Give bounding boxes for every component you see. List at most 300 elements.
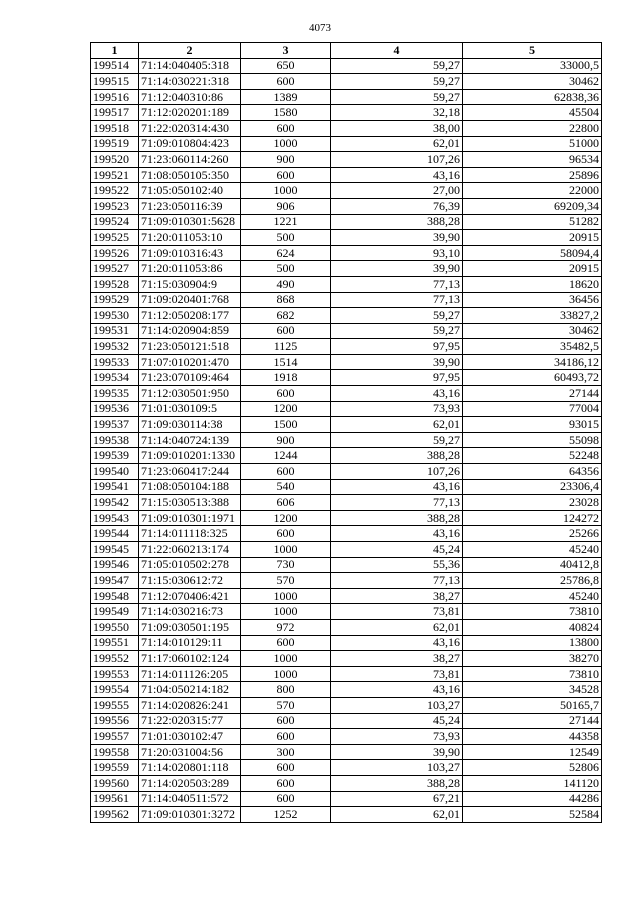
cadastral-number: 71:14:040724:139 bbox=[139, 432, 241, 448]
row-number: 199532 bbox=[91, 339, 139, 355]
area-cell: 1200 bbox=[241, 510, 331, 526]
value-cell: 20915 bbox=[463, 261, 602, 277]
table-row bbox=[91, 729, 602, 745]
row-number: 199525 bbox=[91, 230, 139, 246]
table-row bbox=[91, 619, 602, 635]
area-cell: 600 bbox=[241, 713, 331, 729]
cadastral-number: 71:09:010301:1971 bbox=[139, 510, 241, 526]
cadastral-number: 71:14:011118:325 bbox=[139, 526, 241, 542]
row-number: 199554 bbox=[91, 682, 139, 698]
table-row bbox=[91, 713, 602, 729]
table-row bbox=[91, 666, 602, 682]
rate-cell: 77,13 bbox=[331, 276, 463, 292]
row-number: 199517 bbox=[91, 105, 139, 121]
table-row bbox=[91, 775, 602, 791]
value-cell: 34528 bbox=[463, 682, 602, 698]
value-cell: 52248 bbox=[463, 448, 602, 464]
cadastral-number: 71:20:011053:86 bbox=[139, 261, 241, 277]
cadastral-number: 71:14:040511:572 bbox=[139, 791, 241, 807]
table-row bbox=[91, 354, 602, 370]
value-cell: 35482,5 bbox=[463, 339, 602, 355]
rate-cell: 39,90 bbox=[331, 230, 463, 246]
page-number: 4073 bbox=[309, 22, 331, 34]
row-number: 199552 bbox=[91, 651, 139, 667]
row-number: 199555 bbox=[91, 697, 139, 713]
value-cell: 50165,7 bbox=[463, 697, 602, 713]
value-cell: 69209,34 bbox=[463, 198, 602, 214]
value-cell: 141120 bbox=[463, 775, 602, 791]
area-cell: 1000 bbox=[241, 651, 331, 667]
rate-cell: 67,21 bbox=[331, 791, 463, 807]
rate-cell: 62,01 bbox=[331, 807, 463, 823]
table-row bbox=[91, 308, 602, 324]
area-cell: 868 bbox=[241, 292, 331, 308]
cadastral-number: 71:23:070109:464 bbox=[139, 370, 241, 386]
row-number: 199556 bbox=[91, 713, 139, 729]
area-cell: 730 bbox=[241, 557, 331, 573]
rate-cell: 388,28 bbox=[331, 775, 463, 791]
area-cell: 1500 bbox=[241, 417, 331, 433]
value-cell: 45240 bbox=[463, 542, 602, 558]
table-row bbox=[91, 167, 602, 183]
rate-cell: 38,27 bbox=[331, 588, 463, 604]
value-cell: 33000,5 bbox=[463, 58, 602, 74]
area-cell: 1200 bbox=[241, 401, 331, 417]
data-table bbox=[90, 42, 602, 823]
rate-cell: 39,90 bbox=[331, 744, 463, 760]
cadastral-number: 71:09:010301:3272 bbox=[139, 807, 241, 823]
row-number: 199557 bbox=[91, 729, 139, 745]
area-cell: 500 bbox=[241, 261, 331, 277]
value-cell: 27144 bbox=[463, 386, 602, 402]
row-number: 199520 bbox=[91, 152, 139, 168]
value-cell: 25786,8 bbox=[463, 573, 602, 589]
row-number: 199533 bbox=[91, 354, 139, 370]
area-cell: 600 bbox=[241, 74, 331, 90]
area-cell: 570 bbox=[241, 697, 331, 713]
value-cell: 96534 bbox=[463, 152, 602, 168]
cadastral-number: 71:09:010316:43 bbox=[139, 245, 241, 261]
value-cell: 30462 bbox=[463, 74, 602, 90]
cadastral-number: 71:14:030216:73 bbox=[139, 604, 241, 620]
row-number: 199561 bbox=[91, 791, 139, 807]
area-cell: 600 bbox=[241, 323, 331, 339]
rate-cell: 32,18 bbox=[331, 105, 463, 121]
value-cell: 30462 bbox=[463, 323, 602, 339]
cadastral-number: 71:14:040405:318 bbox=[139, 58, 241, 74]
cadastral-number: 71:15:030612:72 bbox=[139, 573, 241, 589]
row-number: 199536 bbox=[91, 401, 139, 417]
row-number: 199522 bbox=[91, 183, 139, 199]
table-row bbox=[91, 542, 602, 558]
value-cell: 93015 bbox=[463, 417, 602, 433]
row-number: 199534 bbox=[91, 370, 139, 386]
cadastral-number: 71:20:011053:10 bbox=[139, 230, 241, 246]
row-number: 199526 bbox=[91, 245, 139, 261]
cadastral-number: 71:14:011126:205 bbox=[139, 666, 241, 682]
rate-cell: 59,27 bbox=[331, 432, 463, 448]
row-number: 199514 bbox=[91, 58, 139, 74]
table-row bbox=[91, 245, 602, 261]
cadastral-number: 71:12:050208:177 bbox=[139, 308, 241, 324]
cadastral-number: 71:09:010301:5628 bbox=[139, 214, 241, 230]
cadastral-number: 71:23:050121:518 bbox=[139, 339, 241, 355]
cadastral-number: 71:22:020315:77 bbox=[139, 713, 241, 729]
cadastral-number: 71:09:010804:423 bbox=[139, 136, 241, 152]
row-number: 199545 bbox=[91, 542, 139, 558]
value-cell: 12549 bbox=[463, 744, 602, 760]
area-cell: 900 bbox=[241, 432, 331, 448]
area-cell: 490 bbox=[241, 276, 331, 292]
column-header-4: 4 bbox=[331, 43, 463, 59]
cadastral-number: 71:01:030109:5 bbox=[139, 401, 241, 417]
table-row bbox=[91, 588, 602, 604]
rate-cell: 77,13 bbox=[331, 573, 463, 589]
table-row bbox=[91, 682, 602, 698]
rate-cell: 103,27 bbox=[331, 697, 463, 713]
area-cell: 600 bbox=[241, 791, 331, 807]
cadastral-number: 71:07:010201:470 bbox=[139, 354, 241, 370]
cadastral-number: 71:17:060102:124 bbox=[139, 651, 241, 667]
area-cell: 972 bbox=[241, 619, 331, 635]
row-number: 199518 bbox=[91, 120, 139, 136]
area-cell: 600 bbox=[241, 167, 331, 183]
rate-cell: 59,27 bbox=[331, 323, 463, 339]
table-row bbox=[91, 183, 602, 199]
rate-cell: 43,16 bbox=[331, 526, 463, 542]
value-cell: 52806 bbox=[463, 760, 602, 776]
value-cell: 73810 bbox=[463, 666, 602, 682]
cadastral-number: 71:05:050102:40 bbox=[139, 183, 241, 199]
value-cell: 73810 bbox=[463, 604, 602, 620]
cadastral-number: 71:14:020904:859 bbox=[139, 323, 241, 339]
value-cell: 51282 bbox=[463, 214, 602, 230]
table-row bbox=[91, 214, 602, 230]
rate-cell: 43,16 bbox=[331, 635, 463, 651]
cadastral-number: 71:04:050214:182 bbox=[139, 682, 241, 698]
cadastral-number: 71:14:010129:11 bbox=[139, 635, 241, 651]
cadastral-number: 71:15:030513:388 bbox=[139, 495, 241, 511]
cadastral-number: 71:08:050104:188 bbox=[139, 479, 241, 495]
area-cell: 600 bbox=[241, 635, 331, 651]
table-row bbox=[91, 526, 602, 542]
value-cell: 27144 bbox=[463, 713, 602, 729]
row-number: 199553 bbox=[91, 666, 139, 682]
area-cell: 1000 bbox=[241, 588, 331, 604]
header-row bbox=[91, 43, 602, 59]
rate-cell: 62,01 bbox=[331, 417, 463, 433]
rate-cell: 73,93 bbox=[331, 401, 463, 417]
cadastral-number: 71:12:020201:189 bbox=[139, 105, 241, 121]
cadastral-number: 71:08:050105:350 bbox=[139, 167, 241, 183]
table-body bbox=[91, 58, 602, 822]
area-cell: 1125 bbox=[241, 339, 331, 355]
value-cell: 13800 bbox=[463, 635, 602, 651]
cadastral-number: 71:20:031004:56 bbox=[139, 744, 241, 760]
area-cell: 600 bbox=[241, 526, 331, 542]
cadastral-number: 71:14:020801:118 bbox=[139, 760, 241, 776]
table-row bbox=[91, 510, 602, 526]
cadastral-number: 71:14:020503:289 bbox=[139, 775, 241, 791]
table-row bbox=[91, 105, 602, 121]
rate-cell: 43,16 bbox=[331, 167, 463, 183]
area-cell: 600 bbox=[241, 386, 331, 402]
column-header-1: 1 bbox=[91, 43, 139, 59]
row-number: 199559 bbox=[91, 760, 139, 776]
rate-cell: 45,24 bbox=[331, 713, 463, 729]
rate-cell: 43,16 bbox=[331, 682, 463, 698]
table-row bbox=[91, 432, 602, 448]
table-row bbox=[91, 136, 602, 152]
row-number: 199542 bbox=[91, 495, 139, 511]
table-row bbox=[91, 604, 602, 620]
row-number: 199516 bbox=[91, 89, 139, 105]
row-number: 199543 bbox=[91, 510, 139, 526]
row-number: 199560 bbox=[91, 775, 139, 791]
cadastral-number: 71:12:040310:86 bbox=[139, 89, 241, 105]
value-cell: 64356 bbox=[463, 464, 602, 480]
value-cell: 22800 bbox=[463, 120, 602, 136]
area-cell: 682 bbox=[241, 308, 331, 324]
area-cell: 906 bbox=[241, 198, 331, 214]
area-cell: 540 bbox=[241, 479, 331, 495]
table-row bbox=[91, 120, 602, 136]
area-cell: 600 bbox=[241, 464, 331, 480]
cadastral-number: 71:12:030501:950 bbox=[139, 386, 241, 402]
value-cell: 22000 bbox=[463, 183, 602, 199]
rate-cell: 43,16 bbox=[331, 386, 463, 402]
rate-cell: 388,28 bbox=[331, 448, 463, 464]
area-cell: 1918 bbox=[241, 370, 331, 386]
rate-cell: 77,13 bbox=[331, 292, 463, 308]
area-cell: 300 bbox=[241, 744, 331, 760]
table-row bbox=[91, 807, 602, 823]
cadastral-number: 71:22:020314:430 bbox=[139, 120, 241, 136]
rate-cell: 76,39 bbox=[331, 198, 463, 214]
cadastral-number: 71:12:070406:421 bbox=[139, 588, 241, 604]
value-cell: 18620 bbox=[463, 276, 602, 292]
rate-cell: 55,36 bbox=[331, 557, 463, 573]
table-row bbox=[91, 635, 602, 651]
value-cell: 77004 bbox=[463, 401, 602, 417]
rate-cell: 107,26 bbox=[331, 152, 463, 168]
area-cell: 606 bbox=[241, 495, 331, 511]
row-number: 199548 bbox=[91, 588, 139, 604]
table-row bbox=[91, 261, 602, 277]
cadastral-number: 71:22:060213:174 bbox=[139, 542, 241, 558]
area-cell: 600 bbox=[241, 760, 331, 776]
area-cell: 1000 bbox=[241, 183, 331, 199]
value-cell: 40824 bbox=[463, 619, 602, 635]
area-cell: 1000 bbox=[241, 542, 331, 558]
row-number: 199523 bbox=[91, 198, 139, 214]
value-cell: 44358 bbox=[463, 729, 602, 745]
table-row bbox=[91, 89, 602, 105]
rate-cell: 43,16 bbox=[331, 479, 463, 495]
table-row bbox=[91, 58, 602, 74]
row-number: 199549 bbox=[91, 604, 139, 620]
table-row bbox=[91, 152, 602, 168]
row-number: 199547 bbox=[91, 573, 139, 589]
cadastral-number: 71:09:030501:195 bbox=[139, 619, 241, 635]
value-cell: 52584 bbox=[463, 807, 602, 823]
rate-cell: 38,27 bbox=[331, 651, 463, 667]
area-cell: 1000 bbox=[241, 604, 331, 620]
rate-cell: 73,81 bbox=[331, 604, 463, 620]
area-cell: 1221 bbox=[241, 214, 331, 230]
value-cell: 20915 bbox=[463, 230, 602, 246]
rate-cell: 59,27 bbox=[331, 58, 463, 74]
rate-cell: 59,27 bbox=[331, 308, 463, 324]
value-cell: 40412,8 bbox=[463, 557, 602, 573]
area-cell: 1389 bbox=[241, 89, 331, 105]
column-header-2: 2 bbox=[139, 43, 241, 59]
rate-cell: 107,26 bbox=[331, 464, 463, 480]
row-number: 199528 bbox=[91, 276, 139, 292]
row-number: 199521 bbox=[91, 167, 139, 183]
rate-cell: 103,27 bbox=[331, 760, 463, 776]
area-cell: 1000 bbox=[241, 136, 331, 152]
cadastral-number: 71:09:030114:38 bbox=[139, 417, 241, 433]
value-cell: 38270 bbox=[463, 651, 602, 667]
area-cell: 600 bbox=[241, 729, 331, 745]
row-number: 199546 bbox=[91, 557, 139, 573]
rate-cell: 77,13 bbox=[331, 495, 463, 511]
rate-cell: 97,95 bbox=[331, 339, 463, 355]
rate-cell: 388,28 bbox=[331, 510, 463, 526]
area-cell: 900 bbox=[241, 152, 331, 168]
table-row bbox=[91, 276, 602, 292]
area-cell: 600 bbox=[241, 775, 331, 791]
table-row bbox=[91, 744, 602, 760]
value-cell: 55098 bbox=[463, 432, 602, 448]
value-cell: 60493,72 bbox=[463, 370, 602, 386]
table-row bbox=[91, 198, 602, 214]
row-number: 199558 bbox=[91, 744, 139, 760]
row-number: 199524 bbox=[91, 214, 139, 230]
row-number: 199529 bbox=[91, 292, 139, 308]
value-cell: 33827,2 bbox=[463, 308, 602, 324]
row-number: 199527 bbox=[91, 261, 139, 277]
table-row bbox=[91, 573, 602, 589]
rate-cell: 388,28 bbox=[331, 214, 463, 230]
area-cell: 570 bbox=[241, 573, 331, 589]
table-row bbox=[91, 495, 602, 511]
area-cell: 600 bbox=[241, 120, 331, 136]
table-row bbox=[91, 760, 602, 776]
rate-cell: 73,93 bbox=[331, 729, 463, 745]
area-cell: 1580 bbox=[241, 105, 331, 121]
value-cell: 36456 bbox=[463, 292, 602, 308]
row-number: 199519 bbox=[91, 136, 139, 152]
area-cell: 650 bbox=[241, 58, 331, 74]
cadastral-number: 71:05:010502:278 bbox=[139, 557, 241, 573]
rate-cell: 62,01 bbox=[331, 619, 463, 635]
table-row bbox=[91, 339, 602, 355]
rate-cell: 62,01 bbox=[331, 136, 463, 152]
value-cell: 45504 bbox=[463, 105, 602, 121]
row-number: 199530 bbox=[91, 308, 139, 324]
table-row bbox=[91, 557, 602, 573]
rate-cell: 73,81 bbox=[331, 666, 463, 682]
row-number: 199537 bbox=[91, 417, 139, 433]
row-number: 199539 bbox=[91, 448, 139, 464]
table-row bbox=[91, 323, 602, 339]
value-cell: 25896 bbox=[463, 167, 602, 183]
rate-cell: 45,24 bbox=[331, 542, 463, 558]
cadastral-number: 71:23:060417:244 bbox=[139, 464, 241, 480]
area-cell: 1000 bbox=[241, 666, 331, 682]
area-cell: 800 bbox=[241, 682, 331, 698]
row-number: 199562 bbox=[91, 807, 139, 823]
rate-cell: 38,00 bbox=[331, 120, 463, 136]
value-cell: 58094,4 bbox=[463, 245, 602, 261]
table-row bbox=[91, 479, 602, 495]
value-cell: 23028 bbox=[463, 495, 602, 511]
value-cell: 34186,12 bbox=[463, 354, 602, 370]
table-row bbox=[91, 370, 602, 386]
value-cell: 51000 bbox=[463, 136, 602, 152]
table-row bbox=[91, 386, 602, 402]
row-number: 199551 bbox=[91, 635, 139, 651]
table-row bbox=[91, 401, 602, 417]
value-cell: 45240 bbox=[463, 588, 602, 604]
cadastral-number: 71:14:030221:318 bbox=[139, 74, 241, 90]
table-row bbox=[91, 448, 602, 464]
cadastral-number: 71:01:030102:47 bbox=[139, 729, 241, 745]
table-row bbox=[91, 464, 602, 480]
row-number: 199550 bbox=[91, 619, 139, 635]
area-cell: 1252 bbox=[241, 807, 331, 823]
row-number: 199515 bbox=[91, 74, 139, 90]
cadastral-number: 71:23:050116:39 bbox=[139, 198, 241, 214]
rate-cell: 59,27 bbox=[331, 89, 463, 105]
value-cell: 124272 bbox=[463, 510, 602, 526]
rate-cell: 93,10 bbox=[331, 245, 463, 261]
rate-cell: 59,27 bbox=[331, 74, 463, 90]
value-cell: 62838,36 bbox=[463, 89, 602, 105]
column-header-3: 3 bbox=[241, 43, 331, 59]
rate-cell: 27,00 bbox=[331, 183, 463, 199]
table-row bbox=[91, 417, 602, 433]
rate-cell: 97,95 bbox=[331, 370, 463, 386]
table-row bbox=[91, 697, 602, 713]
rate-cell: 39,90 bbox=[331, 354, 463, 370]
value-cell: 25266 bbox=[463, 526, 602, 542]
table-row bbox=[91, 230, 602, 246]
cadastral-number: 71:15:030904:9 bbox=[139, 276, 241, 292]
cadastral-number: 71:14:020826:241 bbox=[139, 697, 241, 713]
row-number: 199541 bbox=[91, 479, 139, 495]
table-row bbox=[91, 74, 602, 90]
table-row bbox=[91, 791, 602, 807]
area-cell: 624 bbox=[241, 245, 331, 261]
row-number: 199538 bbox=[91, 432, 139, 448]
rate-cell: 39,90 bbox=[331, 261, 463, 277]
row-number: 199544 bbox=[91, 526, 139, 542]
row-number: 199535 bbox=[91, 386, 139, 402]
row-number: 199531 bbox=[91, 323, 139, 339]
table-row bbox=[91, 292, 602, 308]
area-cell: 1514 bbox=[241, 354, 331, 370]
value-cell: 23306,4 bbox=[463, 479, 602, 495]
column-header-5: 5 bbox=[463, 43, 602, 59]
cadastral-number: 71:09:010201:1330 bbox=[139, 448, 241, 464]
row-number: 199540 bbox=[91, 464, 139, 480]
area-cell: 1244 bbox=[241, 448, 331, 464]
area-cell: 500 bbox=[241, 230, 331, 246]
table-row bbox=[91, 651, 602, 667]
